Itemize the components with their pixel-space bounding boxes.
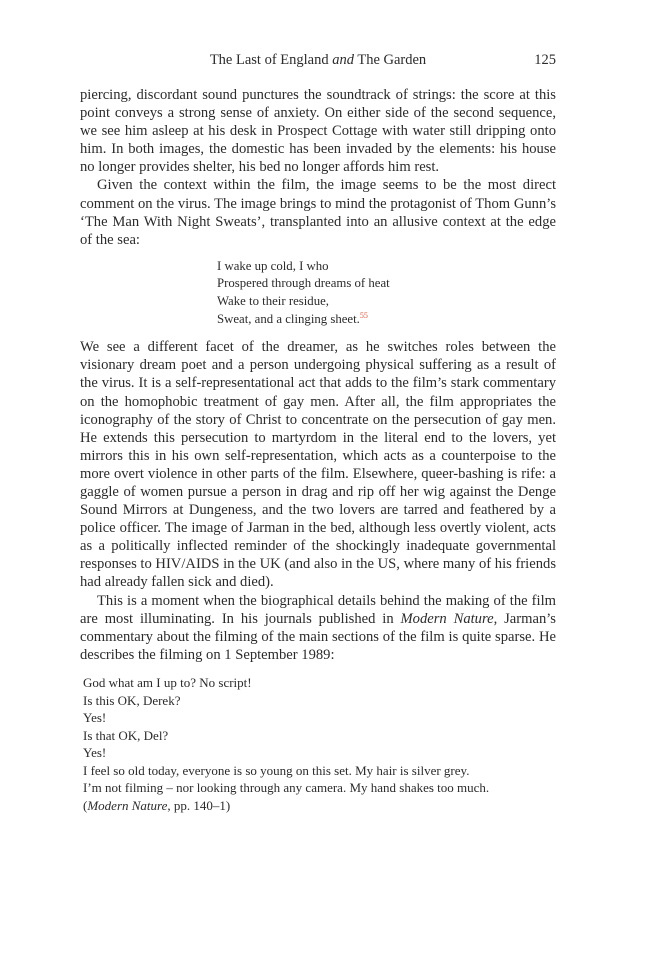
paragraph-text: , Jarman’s commentary about the filming of the main sections of the film is quite sparse. He describes the filming on 1 September 1989: (80, 610, 556, 663)
running-title-part: The Last of England (209, 52, 333, 68)
citation-open: ( (83, 798, 88, 814)
book-title-italic: Modern Nature (400, 610, 494, 627)
running-title (80, 50, 556, 70)
paragraph: We see a different facet of the dreamer, as he switches roles between the visionary dream poet and a person undergoing physical suffering as a result of the virus. It is a self-representational act that adds to the film’s stark commentary on the homophobic treatment of gay men. After all, the film appropriates the iconography of the story of Christ to concentrate on the persecution of gay men. He extends this persecution to martyrdom in the literal end to the lovers, yet mirrors this in his own self-representation, which acts as a counterpoise to the more overt violence in other parts of the film. Elsewhere, queer-bashing is rife: a gaggle of women pursue a person in drag and rip off her wig against the Denge Sound Mirrors at Dungeness, and the two lovers are tarred and feathered by a police officer. The image of Jarman in the bed, although less overtly violent, acts as a politically inflected reminder of the shockingly inadequate governmental responses to HIV/AIDS in the UK (and also in the US, where many of his friends had already fallen sick and died). (80, 339, 556, 591)
body-text (80, 86, 556, 815)
citation-title: Modern Nature (87, 798, 168, 814)
verse-line: I wake up cold, I who (217, 258, 329, 273)
extract-line: God what am I up to? No script! (83, 674, 252, 690)
running-head (80, 50, 556, 70)
footnote-marker[interactable]: 55 (359, 310, 368, 320)
extract-citation (83, 797, 556, 815)
extract-line: Is that OK, Del? (83, 727, 169, 743)
citation-pages: , pp. 140–1) (167, 798, 231, 814)
running-title-part: The Garden (353, 52, 427, 68)
verse-line-text: Sweat, and a clinging sheet. (217, 311, 360, 326)
paragraph-text: This is a moment when the biographical details behind the making of the film are most illuminating. In his journals published in (80, 592, 556, 627)
extract-line: Yes! (83, 745, 107, 761)
verse-line-last (217, 311, 556, 329)
extract-line: Is this OK, Derek? (83, 692, 181, 708)
extract-line: Yes! (83, 710, 107, 726)
verse-line: Wake to their residue, (217, 294, 329, 309)
page-number: 125 (534, 52, 556, 68)
extract-line: I feel so old today, everyone is so young on this set. My hair is silver grey. (83, 762, 470, 778)
verse-line: Prospered through dreams of heat (217, 276, 390, 291)
extract-line: I’m not filming – nor looking through any camera. My hand shakes too much. (83, 780, 490, 796)
verse-quotation (217, 258, 556, 328)
paragraph: piercing, discordant sound punctures the soundtrack of strings: the score at this point conveys a strong sense of anxiety. On either side of the second sequence, we see him asleep at his desk in Prospect Cottage with water still dripping onto him. In both images, the domestic has been invaded by the elements: his house no longer provides shelter, his bed no longer affords him rest. (80, 87, 556, 176)
paragraph (80, 592, 556, 664)
journal-extract (83, 674, 556, 815)
paragraph: Given the context within the film, the image seems to be the most direct comment on the virus. The image brings to mind the protagonist of Thom Gunn’s ‘The Man With Night Sweats’, transplanted into an allusive context at the edge of the sea: (80, 177, 556, 248)
running-title-italic: and (332, 52, 354, 68)
